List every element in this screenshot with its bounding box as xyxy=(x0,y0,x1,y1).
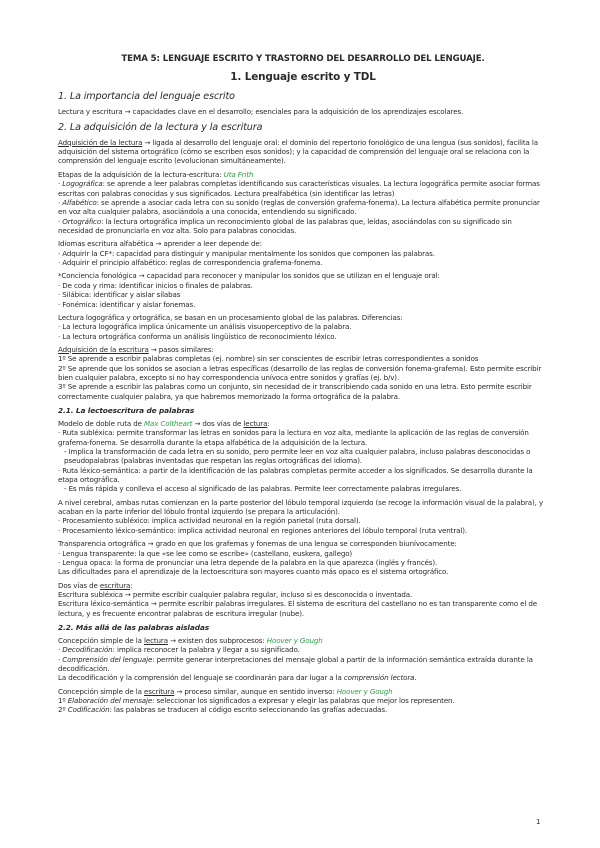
paragraph-writing-acquisition: Adquisición de la escritura → pasos similares: 1º Se aprende a escribir palabras completas (ej. nombre) sin ser conscientes de escribir letras correspondientes a sonidos 2º Se aprende que los sonidos se asocian a letras específicas (desarrollo de las reglas de conversión fonema-grafema). Esto permite escribir bien cualquier palabra, excepto si no hay correspondencia unívoca entre sonidos y grafías (ej. b/v). 3º Se aprende a escribir las palabras como un conjunto, sin necesidad de ir transcribiendo cada sonido en una letra. Esto permite escribir correctamente cualquier palabra, ya que habremos memorizado la forma ortográfica de la palabra. xyxy=(58,344,542,401)
paragraph-phonological-awareness: *Conciencia fonológica → capacidad para reconocer y manipular los sonidos que se utilizan en el lenguaje oral: · De coda y rima: identificar inicios o finales de palabras. · Silábica: identificar y aislar sílabas · Fonémica: identificar y aislar fonemas. xyxy=(58,271,440,309)
stage-logographic: · Logográfica: se aprende a leer palabras completas identificando sus características visuales. La lectura logográfica permite asociar formas escritas con palabras conocidas y sus significados. Lectura prealfabética (sin identificar las letras) xyxy=(58,179,540,198)
stage-orthographic: · Ortográfico: la lectura ortográfica implica un reconocimiento global de las palabras que, leídas, asociándolas con su significado sin necesidad de pronunciarla en voz alta. Solo para palabras conocidas. xyxy=(58,216,512,235)
document-page xyxy=(58,54,548,719)
heading-importance: 1. La importancia del lenguaje escrito xyxy=(58,91,235,103)
paragraph-orthographic-transparency: Transparencia ortográfica → grado en que los grafemas y fonemas de una lengua se corresponden biunívocamente: · Lengua transparente: la que «se lee como se escribe» (castellano, euskera, gallego) · Lengua opaca: la forma de pronunciar una letra depende de la palabra en la que aparezca (inglés y francés). Las dificultades para el aprendizaje de la lectoescritura son mayores cuanto más opaco es el sistema ortográfico. xyxy=(58,539,457,577)
paragraph-dual-route: Modelo de doble ruta de Max Coltheart → dos vías de lectura: · Ruta subléxica: permite transformar las letras en sonidos para la lectura en voz alta, mediante la aplicación de las reglas de conversión grafema-fonema. Se desarrolla durante la etapa alfabética de la adquisición de la lectura. - Implica la transformación de cada letra en su sonido, pero permite leer en voz alta cualquier palabra, incluso palabras desconocidas o pseudopalabras (palabras inventadas que respetan las reglas ortográficas del idioma). · Ruta léxico-semántica: a partir de la identificación de las palabras completas permite acceder a los significados. Se desarrolla durante la etapa ortográfica. - Es más rápida y conlleva el acceso al significado de las palabras. Permite leer correctamente palabras irregulares. xyxy=(58,418,533,494)
heading-acquisition: 2. La adquisición de la lectura y la escritura xyxy=(58,122,263,134)
heading-beyond-words: 2.2. Más allá de las palabras aisladas xyxy=(58,623,210,633)
author-hoover-gough-2: Hoover y Gough xyxy=(336,686,393,696)
paragraph-simple-view-writing: Concepción simple de la escritura → proceso similar, aunque en sentido inverso: Hoover y Gough 1º Elaboración del mensaje: seleccionar los significados a expresar y elegir las palabras que mejor los representen. 2º Codificación: las palabras se traducen al código escrito seleccionando las grafías adecuadas. xyxy=(58,686,455,715)
paragraph-brain-level: A nivel cerebral, ambas rutas comienzan en la parte posterior del lóbulo temporal izquierdo (se recoge la información visual de la palabra), y acaban en la parte inferior del lóbulo frontal izquierdo (se prepara la articulación). · Procesamiento subléxico: implica actividad neuronal en la región parietal (ruta dorsal). · Procesamiento léxico-semántico: implica actividad neuronal en regiones anteriores del lóbulo temporal (ruta ventral). xyxy=(58,497,544,535)
heading-word-literacy: 2.1. La lectoescritura de palabras xyxy=(58,406,195,416)
term-writing-acquisition: Adquisición de la escritura xyxy=(58,344,149,354)
page-number: 1 xyxy=(536,818,541,826)
term-reading-acquisition: Adquisición de la lectura xyxy=(58,137,143,147)
paragraph-reading-acquisition: Adquisición de la lectura → ligada al desarrollo del lenguaje oral: el dominio del repertorio fonológico de una lengua (sus sonidos), facilita la adquisición del sistema ortográfico (cómo se escriben esos sonidos); y la capacidad de comprensión del lenguaje oral se relaciona con la comprensión del lenguaje escrito (evolucionan simultáneamente). xyxy=(58,137,538,166)
paragraph-simple-view-reading: Concepción simple de la lectura → existen dos subprocesos: Hoover y Gough · Decodificación: implica reconocer la palabra y llegar a su significado. · Comprensión del lenguaje: permite generar interpretaciones del mensaje global a partir de la información semántica extraída durante la decodificación. La decodificación y la comprensión del lenguaje se coordinarán para dar lugar a la comprensión lectora. xyxy=(58,635,533,683)
paragraph-writing-routes: Dos vías de escritura: Escritura subléxica → permite escribir cualquier palabra regular, incluso si es desconocida o inventada. Escritura léxico-semántica → permite escribir palabras irregulares. El sistema de escritura del castellano no es tan transparente como el de lectura, y es frecuente encontrar palabras de escritura irregular (nube). xyxy=(58,580,538,618)
author-frith: Uta Frith xyxy=(223,169,254,179)
stages-intro: Etapas de la adquisición de la lectura-escritura: Uta Frith xyxy=(58,169,254,179)
paragraph-alphabetic-languages: Idiomas escritura alfabética → aprender a leer depende de: · Adquirir la CF*: capacidad para distinguir y manipular mentalmente los sonidos que componen las palabras. · Adquirir el principio alfabético: reglas de correspondencia grafema-fonema. xyxy=(58,239,435,268)
paragraph-importance: Lectura y escritura → capacidades clave en el desarrollo; esenciales para la adquisición de los aprendizajes escolares. xyxy=(58,106,464,116)
section-title: 1. Lenguaje escrito y TDL xyxy=(230,71,376,84)
author-coltheart: Max Coltheart xyxy=(144,418,193,428)
document-title: TEMA 5: LENGUAJE ESCRITO Y TRASTORNO DEL DESARROLLO DEL LENGUAJE. xyxy=(121,54,485,64)
paragraph-logographic-orthographic: Lectura logográfica y ortográfica, se basan en un procesamiento global de las palabras. Diferencias: · La lectura logográfica implica únicamente un análisis visuoperceptivo de la palabra. · La lectura ortográfica conforma un análisis lingüístico de reconocimiento léxico. xyxy=(58,312,403,341)
paragraph-stages xyxy=(58,170,548,236)
stage-alphabetic: · Alfabético: se aprende a asociar cada letra con su sonido (reglas de conversión grafema-fonema). La lectura alfabética permite pronunciar en voz alta cualquier palabra, asociándola a una conocida, entendiendo su significado. xyxy=(58,197,540,217)
author-hoover-gough: Hoover y Gough xyxy=(266,635,323,645)
